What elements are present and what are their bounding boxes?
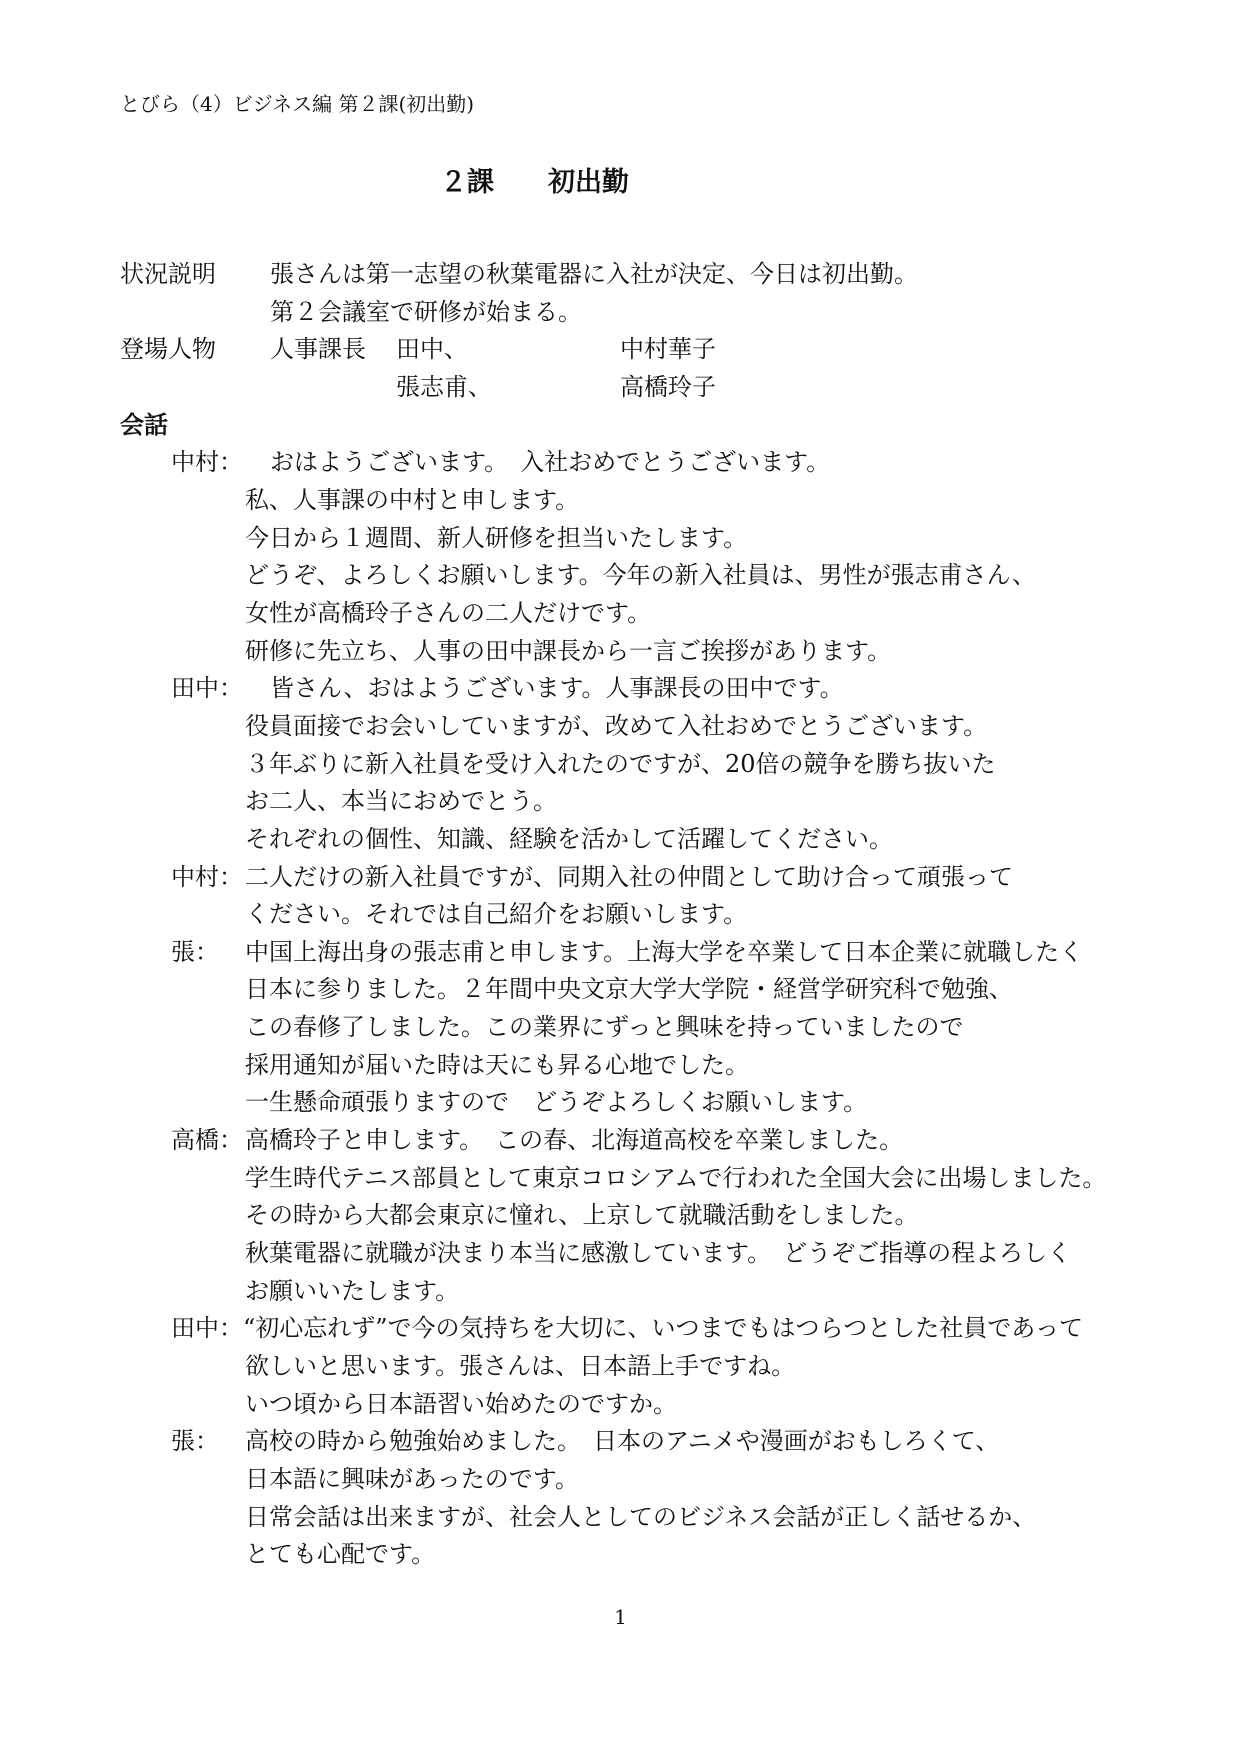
dialogue-row <box>0 1009 1241 1047</box>
characters-section <box>0 331 1241 406</box>
dialogue-row <box>0 746 1241 784</box>
dialogue-row <box>0 1273 1241 1311</box>
dialogue-turn <box>0 934 1241 1122</box>
dialogue-row <box>0 1461 1241 1499</box>
dialogue-line: 皆さん、おはようございます。人事課長の田中です。 <box>270 674 844 703</box>
situation-row <box>0 294 1241 332</box>
dialogue-turn <box>0 859 1241 934</box>
conversation-heading-row <box>0 407 1241 445</box>
speaker-label: 張： <box>171 937 219 966</box>
dialogue-row <box>0 1235 1241 1273</box>
dialogue-row <box>0 670 1241 708</box>
running-header: とびら（4）ビジネス編 第２課(初出勤) <box>120 92 475 116</box>
speaker-label: 中村： <box>171 862 243 891</box>
dialogue-row <box>0 1386 1241 1424</box>
dialogue-line: 日本語に興味があったのです。 <box>245 1465 579 1493</box>
dialogue-row <box>0 1423 1241 1461</box>
dialogue-row <box>0 1122 1241 1160</box>
dialogue-line: 日常会話は出来ますが、社会人としてのビジネス会話が正しく話せるか、 <box>245 1502 1037 1531</box>
speaker-label: 田中： <box>171 1314 243 1343</box>
dialogue-row <box>0 1536 1241 1574</box>
situation-section <box>0 256 1241 331</box>
situation-row <box>0 256 1241 294</box>
speaker-label: 張： <box>171 1427 219 1456</box>
dialogue-line: “初心忘れず”で今の気持ちを大切に、いつまでもはつらつとした社員であって <box>243 1314 1084 1343</box>
character-role: 人事課長 <box>270 335 366 364</box>
dialogue-line: 今日から１週間、新人研修を担当いたします。 <box>245 523 748 552</box>
dialogue-row <box>0 557 1241 595</box>
dialogue-line: 女性が高橋玲子さんの二人だけです。 <box>245 598 652 627</box>
dialogue-turn <box>0 1423 1241 1574</box>
dialogue-row <box>0 934 1241 972</box>
dialogue-line: この春修了しました。この業界にずっと興味を持っていましたので <box>245 1013 964 1042</box>
dialogue-row <box>0 859 1241 897</box>
conversation-heading: 会話 <box>120 410 168 439</box>
dialogue-line: おはようございます。 入社おめでとうございます。 <box>270 448 831 477</box>
dialogue-line: いつ頃から日本語習い始めたのですか。 <box>245 1389 677 1418</box>
dialogue-line: とても心配です。 <box>245 1540 436 1569</box>
dialogue-row <box>0 633 1241 671</box>
dialogue-row <box>0 1310 1241 1348</box>
dialogue-row <box>0 595 1241 633</box>
dialogue-row <box>0 783 1241 821</box>
situation-label: 状況説明 <box>120 260 216 288</box>
dialogue-line: 高橋玲子と申します。 この春、北海道高校を卒業しました。 <box>245 1126 904 1155</box>
characters-row <box>0 331 1241 369</box>
dialogue-line: 日本に参りました。２年間中央文京大学大学院・経営学研究科で勉強、 <box>245 975 1013 1004</box>
dialogue-line: 私、人事課の中村と申します。 <box>245 485 580 514</box>
situation-line: 第２会議室で研修が始まる。 <box>270 297 582 326</box>
dialogue-line: ください。それでは自己紹介をお願いします。 <box>245 900 748 929</box>
dialogue-line: 二人だけの新入社員ですが、同期入社の仲間として助け合って頑張って <box>245 862 1013 891</box>
dialogue-row <box>0 821 1241 859</box>
dialogue-line: 役員面接でお会いしていますが、改めて入社おめでとうございます。 <box>245 711 988 740</box>
dialogue-row <box>0 1197 1241 1235</box>
dialogue-row <box>0 1499 1241 1537</box>
character-name: 張志甫、 <box>396 372 492 401</box>
dialogue-line: 研修に先立ち、人事の田中課長から一言ご挨拶があります。 <box>245 636 892 665</box>
characters-label: 登場人物 <box>120 335 216 364</box>
dialogue-line: 欲しいと思います。張さんは、日本語上手ですね。 <box>245 1352 796 1381</box>
dialogue-line: 一生懸命頑張りますので どうぞよろしくお願いします。 <box>245 1088 868 1117</box>
dialogue-turn <box>0 1310 1241 1423</box>
dialogue-row <box>0 1160 1241 1198</box>
speaker-label: 中村： <box>171 448 243 477</box>
character-name: 田中、 <box>396 335 468 364</box>
dialogue-line: どうぞ、よろしくお願いします。今年の新入社員は、男性が張志甫さん、 <box>245 561 1037 590</box>
characters-row <box>0 369 1241 407</box>
character-name: 中村華子 <box>620 335 716 364</box>
page-number: 1 <box>614 1605 627 1629</box>
dialogue-line: その時から大都会東京に憧れ、上京して就職活動をしました。 <box>245 1201 919 1230</box>
speaker-label: 高橋： <box>171 1126 243 1155</box>
dialogue-row <box>0 971 1241 1009</box>
dialogue-row <box>0 482 1241 520</box>
dialogue-row <box>0 1084 1241 1122</box>
dialogue-line: 高校の時から勉強始めました。 日本のアニメや漫画がおもしろくて、 <box>245 1427 1000 1456</box>
dialogue-row <box>0 444 1241 482</box>
dialogue-row <box>0 520 1241 558</box>
dialogue-row <box>0 1047 1241 1085</box>
dialogue-row <box>0 708 1241 746</box>
dialogue-line: 秋葉電器に就職が決まり本当に感激しています。 どうぞご指導の程よろしく <box>245 1239 1072 1268</box>
dialogue-line: 学生時代テニス部員として東京コロシアムで行われた全国大会に出場しました。 <box>245 1163 1107 1192</box>
speaker-label: 田中： <box>171 674 243 703</box>
dialogue-line: 中国上海出身の張志甫と申します。上海大学を卒業して日本企業に就職したく <box>245 937 1084 966</box>
character-name: 高橋玲子 <box>620 372 716 401</box>
dialogue-line: 採用通知が届いた時は天にも昇る心地でした。 <box>245 1050 749 1079</box>
dialogue-turn <box>0 444 1241 670</box>
document-body <box>0 256 1241 1574</box>
dialogue-line: ３年ぶりに新入社員を受け入れたのですが、20倍の競争を勝ち抜いた <box>245 749 996 778</box>
page-title: ２課 初出勤 <box>440 167 629 198</box>
dialogue-line: お願いいたします。 <box>245 1276 460 1305</box>
dialogue-line: お二人、本当におめでとう。 <box>245 787 557 816</box>
situation-line: 張さんは第一志望の秋葉電器に入社が決定、今日は初出勤。 <box>270 260 918 288</box>
dialogue-turn <box>0 1122 1241 1310</box>
dialogue-turn <box>0 670 1241 858</box>
dialogue-row <box>0 1348 1241 1386</box>
dialogue-row <box>0 896 1241 934</box>
dialogue-line: それぞれの個性、知識、経験を活かして活躍してください。 <box>245 824 893 853</box>
